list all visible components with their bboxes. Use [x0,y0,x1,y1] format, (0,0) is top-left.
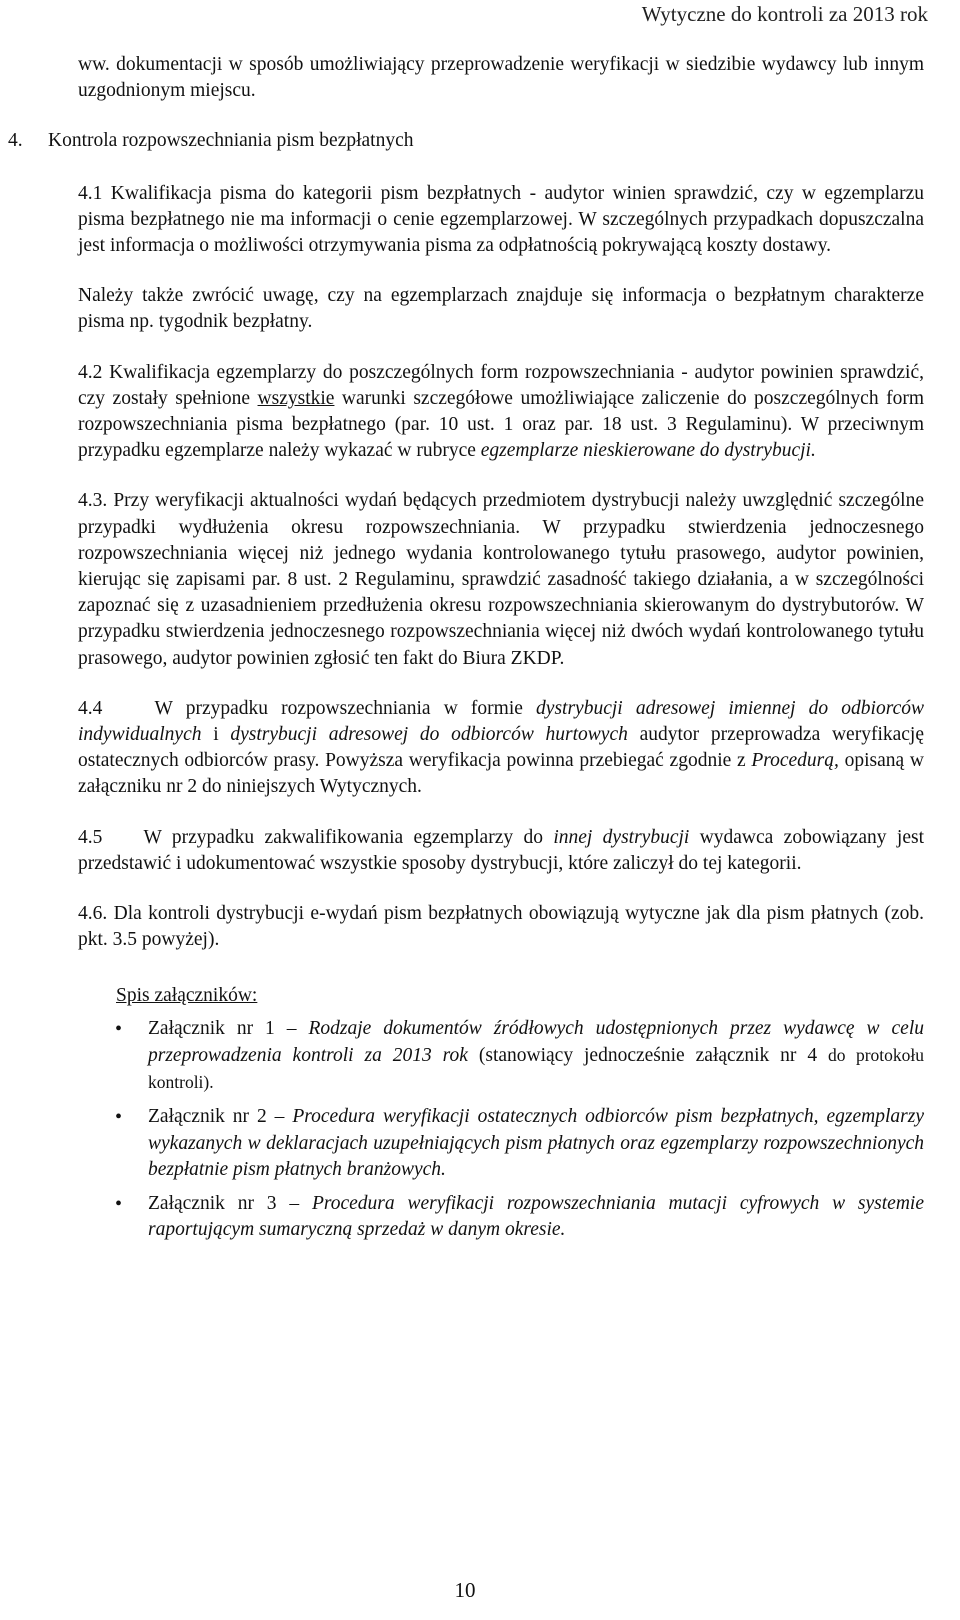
paragraph-continuation: ww. dokumentacji w sposób umożliwiający przeprowadzenie weryfikacji w siedzibie wydawcy lub innym uzgodnionym miejscu. [78,54,924,102]
paragraph-4-4: 4.4 W przypadku rozpowszechniania w formie dystrybucji adresowej imiennej do odbiorców indywidualnych i dystrybucji adresowej do odbiorców hurtowych audytor przeprowadza weryfikację ostatecznych odbiorców prasy. Powyższa weryfikacja powinna przebiegać zgodnie z Procedurą, opisaną w załączniku nr 2 do niniejszych Wytycznych. [78,697,924,798]
paragraph-4-6: 4.6. Dla kontroli dystrybucji e-wydań pism bezpłatnych obowiązują wytyczne jak dla pism płatnych (zob. pkt. 3.5 powyżej). [78,903,924,951]
list-item: • Załącznik nr 1 – Rodzaje dokumentów źródłowych udostępnionych przez wydawcę w celu przeprowadzenia kontroli za 2013 rok (stanowiący jednocześnie załącznik nr 4 do protokołu kontroli). [115,1017,924,1093]
bullet-icon: • [115,1106,123,1129]
paragraph-4-5: 4.5 W przypadku zakwalifikowania egzemplarzy do innej dystrybucji wydawca zobowiązany jest przedstawić i udokumentować wszystkie sposoby dystrybucji, które zaliczył do tej kategorii. [78,826,924,874]
underlined-word: wszystkie [257,387,335,409]
paragraph-4-1: 4.1 Kwalifikacja pisma do kategorii pism bezpłatnych - audytor winien sprawdzić, czy w egzemplarzu pisma bezpłatnego nie ma informacji o cenie egzemplarzowej. W szczególnych przypadkach dopuszczalna jest informacja o możliwości otrzymywania pisma za odpłatnością pokrywającą koszty dostawy. [78,182,924,257]
running-header: Wytyczne do kontroli za 2013 rok [641,2,928,26]
paragraph-note: Należy także zwrócić uwagę, czy na egzemplarzach znajduje się informacja o bezpłatnym charakterze pisma np. tygodnik bezpłatny. [78,285,924,333]
section-title: Kontrola rozpowszechniania pism bezpłatnych [48,130,414,152]
italic-term: egzemplarze nieskierowane do dystrybucji. [480,440,816,462]
page-number: 10 [454,1578,476,1602]
attachments-title: Spis załączników: [116,985,258,1007]
list-item: • Załącznik nr 2 – Procedura weryfikacji ostatecznych odbiorców pism bezpłatnych, egzemplarzy wykazanych w deklaracjach uzupełniających pism płatnych oraz egzemplarzy rozpowszechnionych bezpłatnie pism płatnych branżowych. [115,1106,924,1180]
bullet-icon: • [115,1192,123,1215]
attachments-list [78,1016,924,1244]
section-heading [8,128,924,154]
paragraph-4-3: 4.3. Przy weryfikacji aktualności wydań będących przedmiotem dystrybucji należy uwzględnić szczególne przypadki wydłużenia okresu rozpowszechniania. W przypadku stwierdzenia jednoczesnego rozpowszechniania więcej niż jednego wydania kontrolowanego tytułu prasowego, audytor powinien, kierując się zapisami par. 8 ust. 2 Regulaminu, sprawdzić zasadność takiego działania, a w szczególności zapoznać się z uzasadnieniem przedłużenia okresu rozpowszechniania skierowanym do dystrybutorów. W przypadku stwierdzenia jednoczesnego rozpowszechniania więcej niż dwóch wydań kontrolowanego tytułu prasowego, audytor powinien zgłosić ten fakt do Biura ZKDP. [78,490,924,669]
bullet-icon: • [115,1017,123,1040]
document-body [8,52,924,1251]
section-number: 4. [8,130,23,152]
list-item: • Załącznik nr 3 – Procedura weryfikacji rozpowszechniania mutacji cyfrowych w systemie raportującym sumaryczną sprzedaż w danym okresie. [115,1192,924,1241]
paragraph-4-2: 4.2 Kwalifikacja egzemplarzy do poszczególnych form rozpowszechniania - audytor powinien sprawdzić, czy zostały spełnione wszystkie warunki szczegółowe umożliwiające zaliczenie do poszczególnych form rozpowszechniania pisma bezpłatnego (par. 10 ust. 1 oraz par. 18 ust. 3 Regulaminu). W przeciwnym przypadku egzemplarze należy wykazać w rubryce egzemplarze nieskierowane do dystrybucji. [78,361,924,462]
